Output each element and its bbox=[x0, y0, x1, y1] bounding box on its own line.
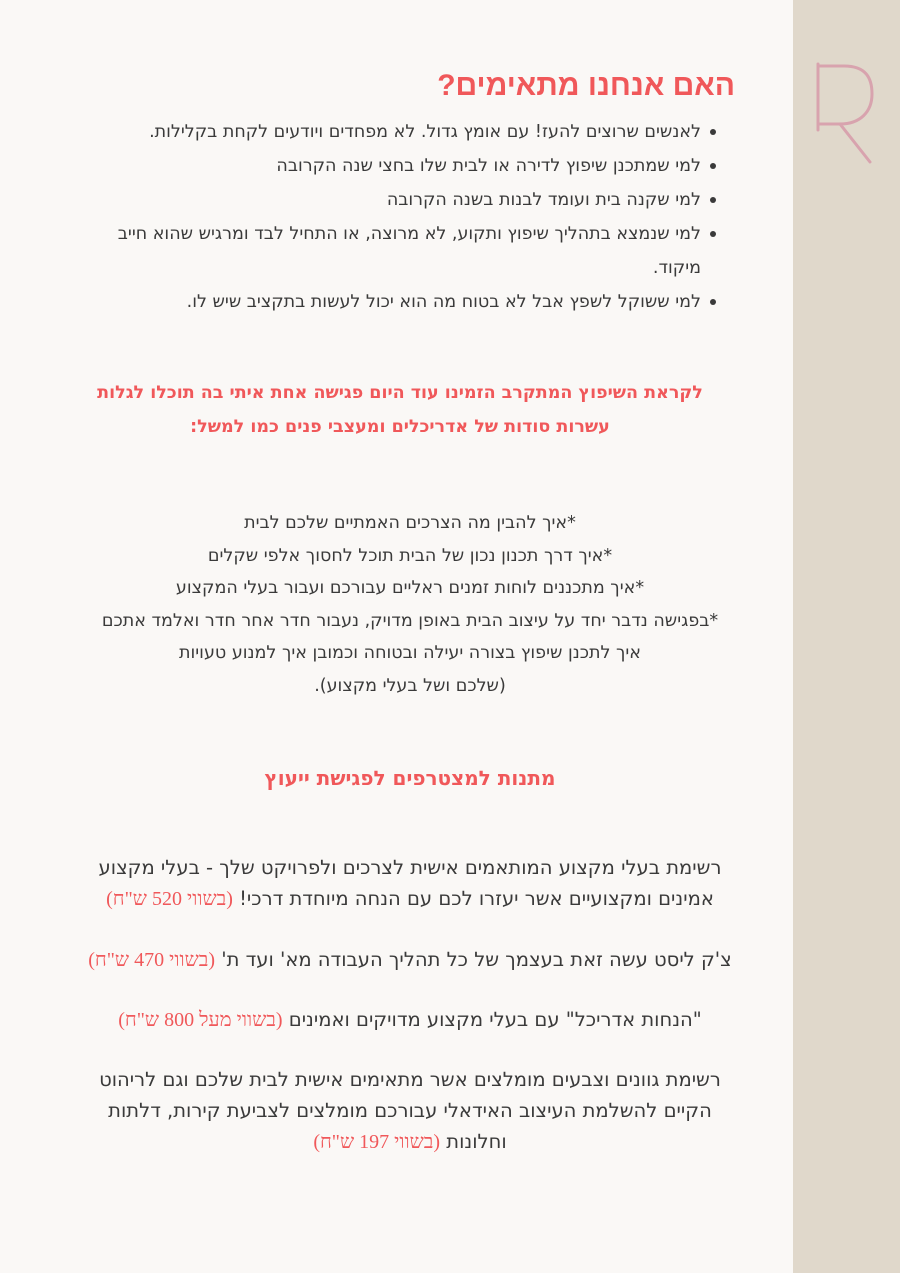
gift-item bbox=[50, 944, 770, 976]
audience-item bbox=[41, 285, 701, 319]
page-title: האם אנחנו מתאימים? bbox=[437, 69, 735, 102]
secret-line: (שלכם ושל בעלי מקצוע). bbox=[314, 675, 506, 696]
audience-item-line: למי שמתכנן שיפוץ לדירה או לבית שלו בחצי שנה הקרובה bbox=[276, 156, 701, 176]
intro-line: לקראת השיפוץ המתקרב הזמינו עוד היום פגישה אחת איתי בה תוכלו לגלות bbox=[97, 383, 703, 403]
gift-price: (בשווי 520 ש"ח) bbox=[106, 888, 233, 910]
intro-line: עשרות סודות של אדריכלים ומעצבי פנים כמו למשל: bbox=[190, 417, 610, 437]
gift-text: "הנחות אדריכל" עם בעלי מקצוע מדויקים ואמינים bbox=[288, 1008, 702, 1031]
gift-item bbox=[50, 1004, 770, 1036]
gift-line bbox=[50, 1004, 770, 1036]
secret-line: *בפגישה נדבר יחד על עיצוב הבית באופן מדויק, נעבור חדר אחר חדר ואלמד אתכם bbox=[101, 610, 719, 631]
gift-line bbox=[50, 944, 770, 976]
audience-list bbox=[41, 115, 701, 319]
audience-item-line: לאנשים שרוצים להעז! עם אומץ גדול. לא מפחדים ויודעים לקחת בקלילות. bbox=[149, 122, 701, 142]
gift-text: וחלונות bbox=[446, 1130, 507, 1153]
secret-line: *איך דרך תכנון נכון של הבית תוכל לחסוך אלפי שקלים bbox=[207, 545, 613, 566]
gift-text: רשימת גוונים וצבעים מומלצים אשר מתאימים אישית לבית שלכם וגם לריהוט bbox=[99, 1068, 721, 1091]
gift-price: (בשווי 197 ש"ח) bbox=[313, 1131, 441, 1153]
gift-line bbox=[50, 1095, 770, 1126]
gift-text: אמינים ומקצועיים אשר יעזרו לכם עם הנחה מיוחדת דרכי! bbox=[239, 887, 714, 910]
secret-line: איך לתכנן שיפוץ בצורה יעילה ובטוחה וכמובן איך למנוע טעויות bbox=[179, 643, 641, 663]
gift-price: (בשווי מעל 800 ש"ח) bbox=[118, 1009, 283, 1031]
audience-item bbox=[41, 183, 701, 217]
audience-item-line: למי ששוקל לשפץ אבל לא בטוח מה הוא יכול לעשות בתקציב שיש לו. bbox=[186, 292, 701, 312]
audience-item-line: מיקוד. bbox=[652, 258, 701, 278]
gift-item bbox=[50, 852, 770, 915]
gift-text: צ'ק ליסט עשה זאת בעצמך של כל תהליך העבודה מא' ועד ת' bbox=[221, 948, 732, 971]
gift-line bbox=[50, 883, 770, 915]
gift-line bbox=[50, 1064, 770, 1095]
gift-line bbox=[50, 852, 770, 883]
intro-text bbox=[40, 376, 760, 444]
secret-line: *איך מתכננים לוחות זמנים ראליים עבורכם ועבור בעלי המקצוע bbox=[175, 578, 645, 598]
gift-line bbox=[50, 1126, 770, 1158]
audience-item-line: למי שקנה בית ועומד לבנות בשנה הקרובה bbox=[386, 190, 701, 210]
side-band bbox=[793, 0, 900, 1273]
audience-item bbox=[41, 149, 701, 183]
letter-r-logo-icon bbox=[814, 62, 878, 166]
gift-price: (בשווי 470 ש"ח) bbox=[88, 949, 216, 971]
audience-item bbox=[41, 115, 701, 149]
secret-line: *איך להבין מה הצרכים האמתיים שלכם לבית bbox=[244, 513, 576, 533]
gift-item bbox=[50, 1064, 770, 1158]
audience-item bbox=[41, 217, 701, 285]
gifts-title: מתנות למצטרפים לפגישת ייעוץ bbox=[264, 766, 556, 790]
secrets-list bbox=[30, 507, 790, 702]
gift-text: הקיים להשלמת העיצוב האידאלי עבורכם מומלצים לצביעת קירות, דלתות bbox=[108, 1099, 712, 1122]
gift-text: רשימת בעלי מקצוע המותאמים אישית לצרכים ולפרויקט שלך - בעלי מקצוע bbox=[98, 856, 722, 879]
audience-item-line: למי שנמצא בתהליך שיפוץ ותקוע, לא מרוצה, או התחיל לבד ומרגיש שהוא חייב bbox=[117, 224, 701, 244]
